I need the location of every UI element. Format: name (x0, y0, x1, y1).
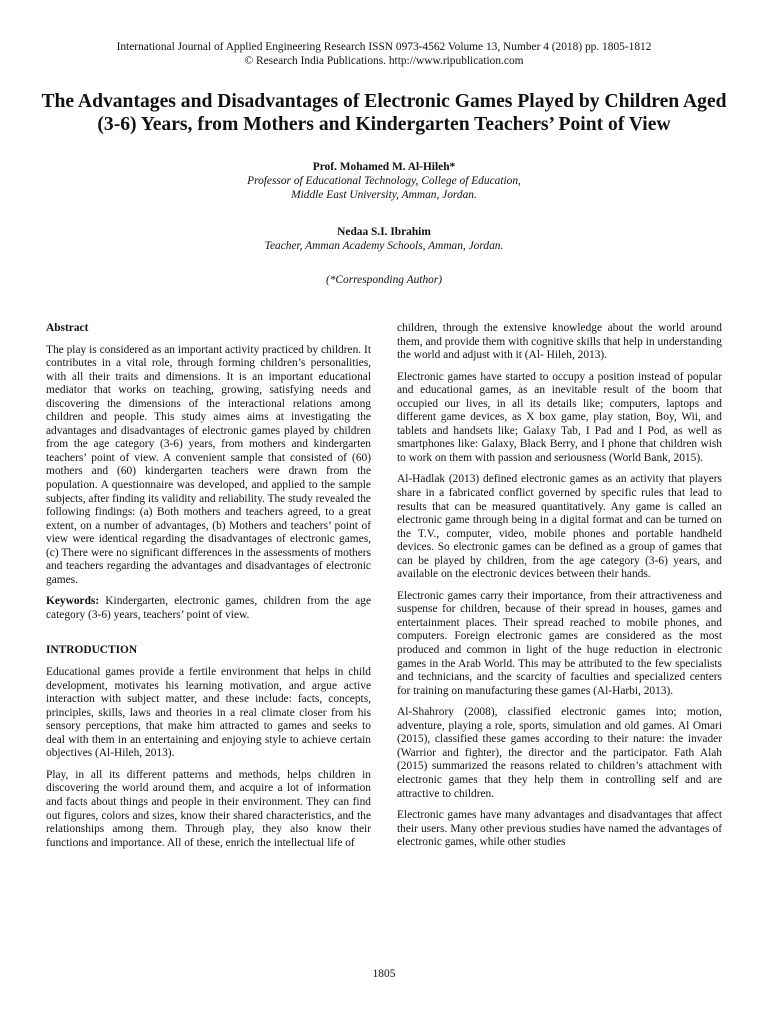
author-name: Prof. Mohamed M. Al-Hileh* (312, 161, 456, 173)
corresponding-note: (*Corresponding Author) (325, 274, 443, 286)
left-column (46, 322, 371, 858)
right-column (397, 322, 722, 858)
page-number: 1805 (372, 968, 396, 980)
journal-citation: International Journal of Applied Engineering Research ISSN 0973-4562 Volume 13, Number 4 (2018) pp. 1805-1812 (116, 41, 652, 53)
paragraph: Play, in all its different patterns and methods, helps children in discovering the world around them, and acquire a lot of information and facts about things and people in their environment. They can find out figures, colors and sizes, know their shared characteristics, and the relationships among them. Through play, they also know their functions and importance. All of these, enrich the intellectual life of (46, 768, 371, 849)
abstract-heading: Abstract (46, 322, 89, 334)
publisher-line: © Research India Publications. http://www.ripublication.com (244, 54, 524, 67)
keywords-text: Kindergarten, electronic games, children from the age category (3-6) years, teachers’ point of view. (46, 595, 371, 621)
paragraph: Electronic games carry their importance, from their attractiveness and suspense for children, because of their spread in houses, games and entertainment places. Their spread reached to mobile phones, and computers. Foreign electronic games are considered as the most produced and common in light of the huge reduction in electronic games in the Arab World. This may be attributed to the few specialists and technicians, and the scarcity of faculties and specialized centers for training on manufacturing these games (Al-Harbi, 2013). (397, 589, 722, 697)
paragraph: Al-Hadlak (2013) defined electronic games as an activity that players share in a fabricated conflict governed by specific rules that lead to results that can be measured quantitatively. Any game is called an electronic game through being in a digital format and can be turned on the T.V., computer, video, mobile phones and portable handheld devices. So electronic games can be defined as a group of games that can be played by children, from the age category (3-6) years, and available on the electronic devices between their hands. (397, 473, 722, 581)
keywords-label: Keywords: (46, 595, 100, 608)
author-block-2 (0, 225, 768, 253)
journal-header (0, 41, 768, 68)
paragraph: Electronic games have started to occupy a position instead of popular and educational games, as an inevitable result of the boom that occupied our lives, in all its details like; computers, laptops and different game devices, as X box game, play station, Boy, Wii, and tablets and handsets like; Galaxy Tab, I Pad and I Pod, as well as smartphones like: Galaxy, Black Berry, and I phone that children wish to work on them with passion and seriousness (World Bank, 2015). (397, 370, 722, 464)
author-affiliation: Professor of Educational Technology, College of Education, (247, 175, 521, 187)
paper-title: The Advantages and Disadvantages of Electronic Games Played by Children Aged (3-6) Years, from Mothers and Kindergarten Teachers’ Point of View (41, 91, 727, 135)
keywords (46, 595, 371, 622)
paragraph: children, through the extensive knowledge about the world around them, and provide them with cognitive skills that help in understanding the world and adjust with it (Al- Hileh, 2013). (397, 322, 722, 362)
author-name: Nedaa S.I. Ibrahim (337, 226, 431, 238)
introduction-heading: INTRODUCTION (46, 644, 138, 657)
paragraph: Educational games provide a fertile environment that helps in child development, motivates his learning motivation, and argue active interaction with subject matter, and these include: facts, concepts, principles, skills, laws and theories in a real climate closer from his sensory perceptions, that make him attracted to games and seeks to deal with them in an entertaining and enjoying style to achieve certain objectives (Al-Hileh, 2013). (46, 666, 371, 760)
abstract-text: The play is considered as an important activity practiced by children. It contributes in a vital role, through forming children’s personalities, with all their traits and dimensions. It is an important educational mediator that works on teaching, growing, satisfying needs and discovering the dimensions of the interactional relations among children and people. This study aimes aims at investigating the advantages and disadvantages of electronic games played by children from the age category (3-6) years, from mothers and kindergarten teachers’ point of view. A convenient sample that consisted of (60) mothers and (60) kindergarten teachers were drawn from the population. A questionnaire was developed, and applied to the sample subjects, after finding its validity and reliability. The study revealed the following findings: (a) Both mothers and teachers agreed, to a great extent, on a number of advantages, (b) Mothers and teachers’ point of view were identical regarding the disadvantages of electronic games, (c) There were no significant differences in the assessments of mothers and teachers regarding the advantages and disadvantages of electronic games. (46, 343, 371, 586)
author-affiliation: Middle East University, Amman, Jordan. (291, 189, 477, 201)
paragraph: Electronic games have many advantages and disadvantages that affect their users. Many other previous studies have named the advantages of electronic games, while other studies (397, 809, 722, 849)
author-affiliation: Teacher, Amman Academy Schools, Amman, Jordan. (264, 240, 504, 252)
paragraph: Al-Shahrory (2008), classified electronic games into; motion, adventure, playing a role, sports, simulation and old games. Al Omari (2015), classified these games according to their nature: the invader (Warrior and fighter), the director and the participator. Fath Alah (2015) summarized the reasons related to children’s attachment with electronic games that they help them in controlling self and are attractive to children. (397, 706, 722, 800)
author-block-1 (0, 160, 768, 202)
